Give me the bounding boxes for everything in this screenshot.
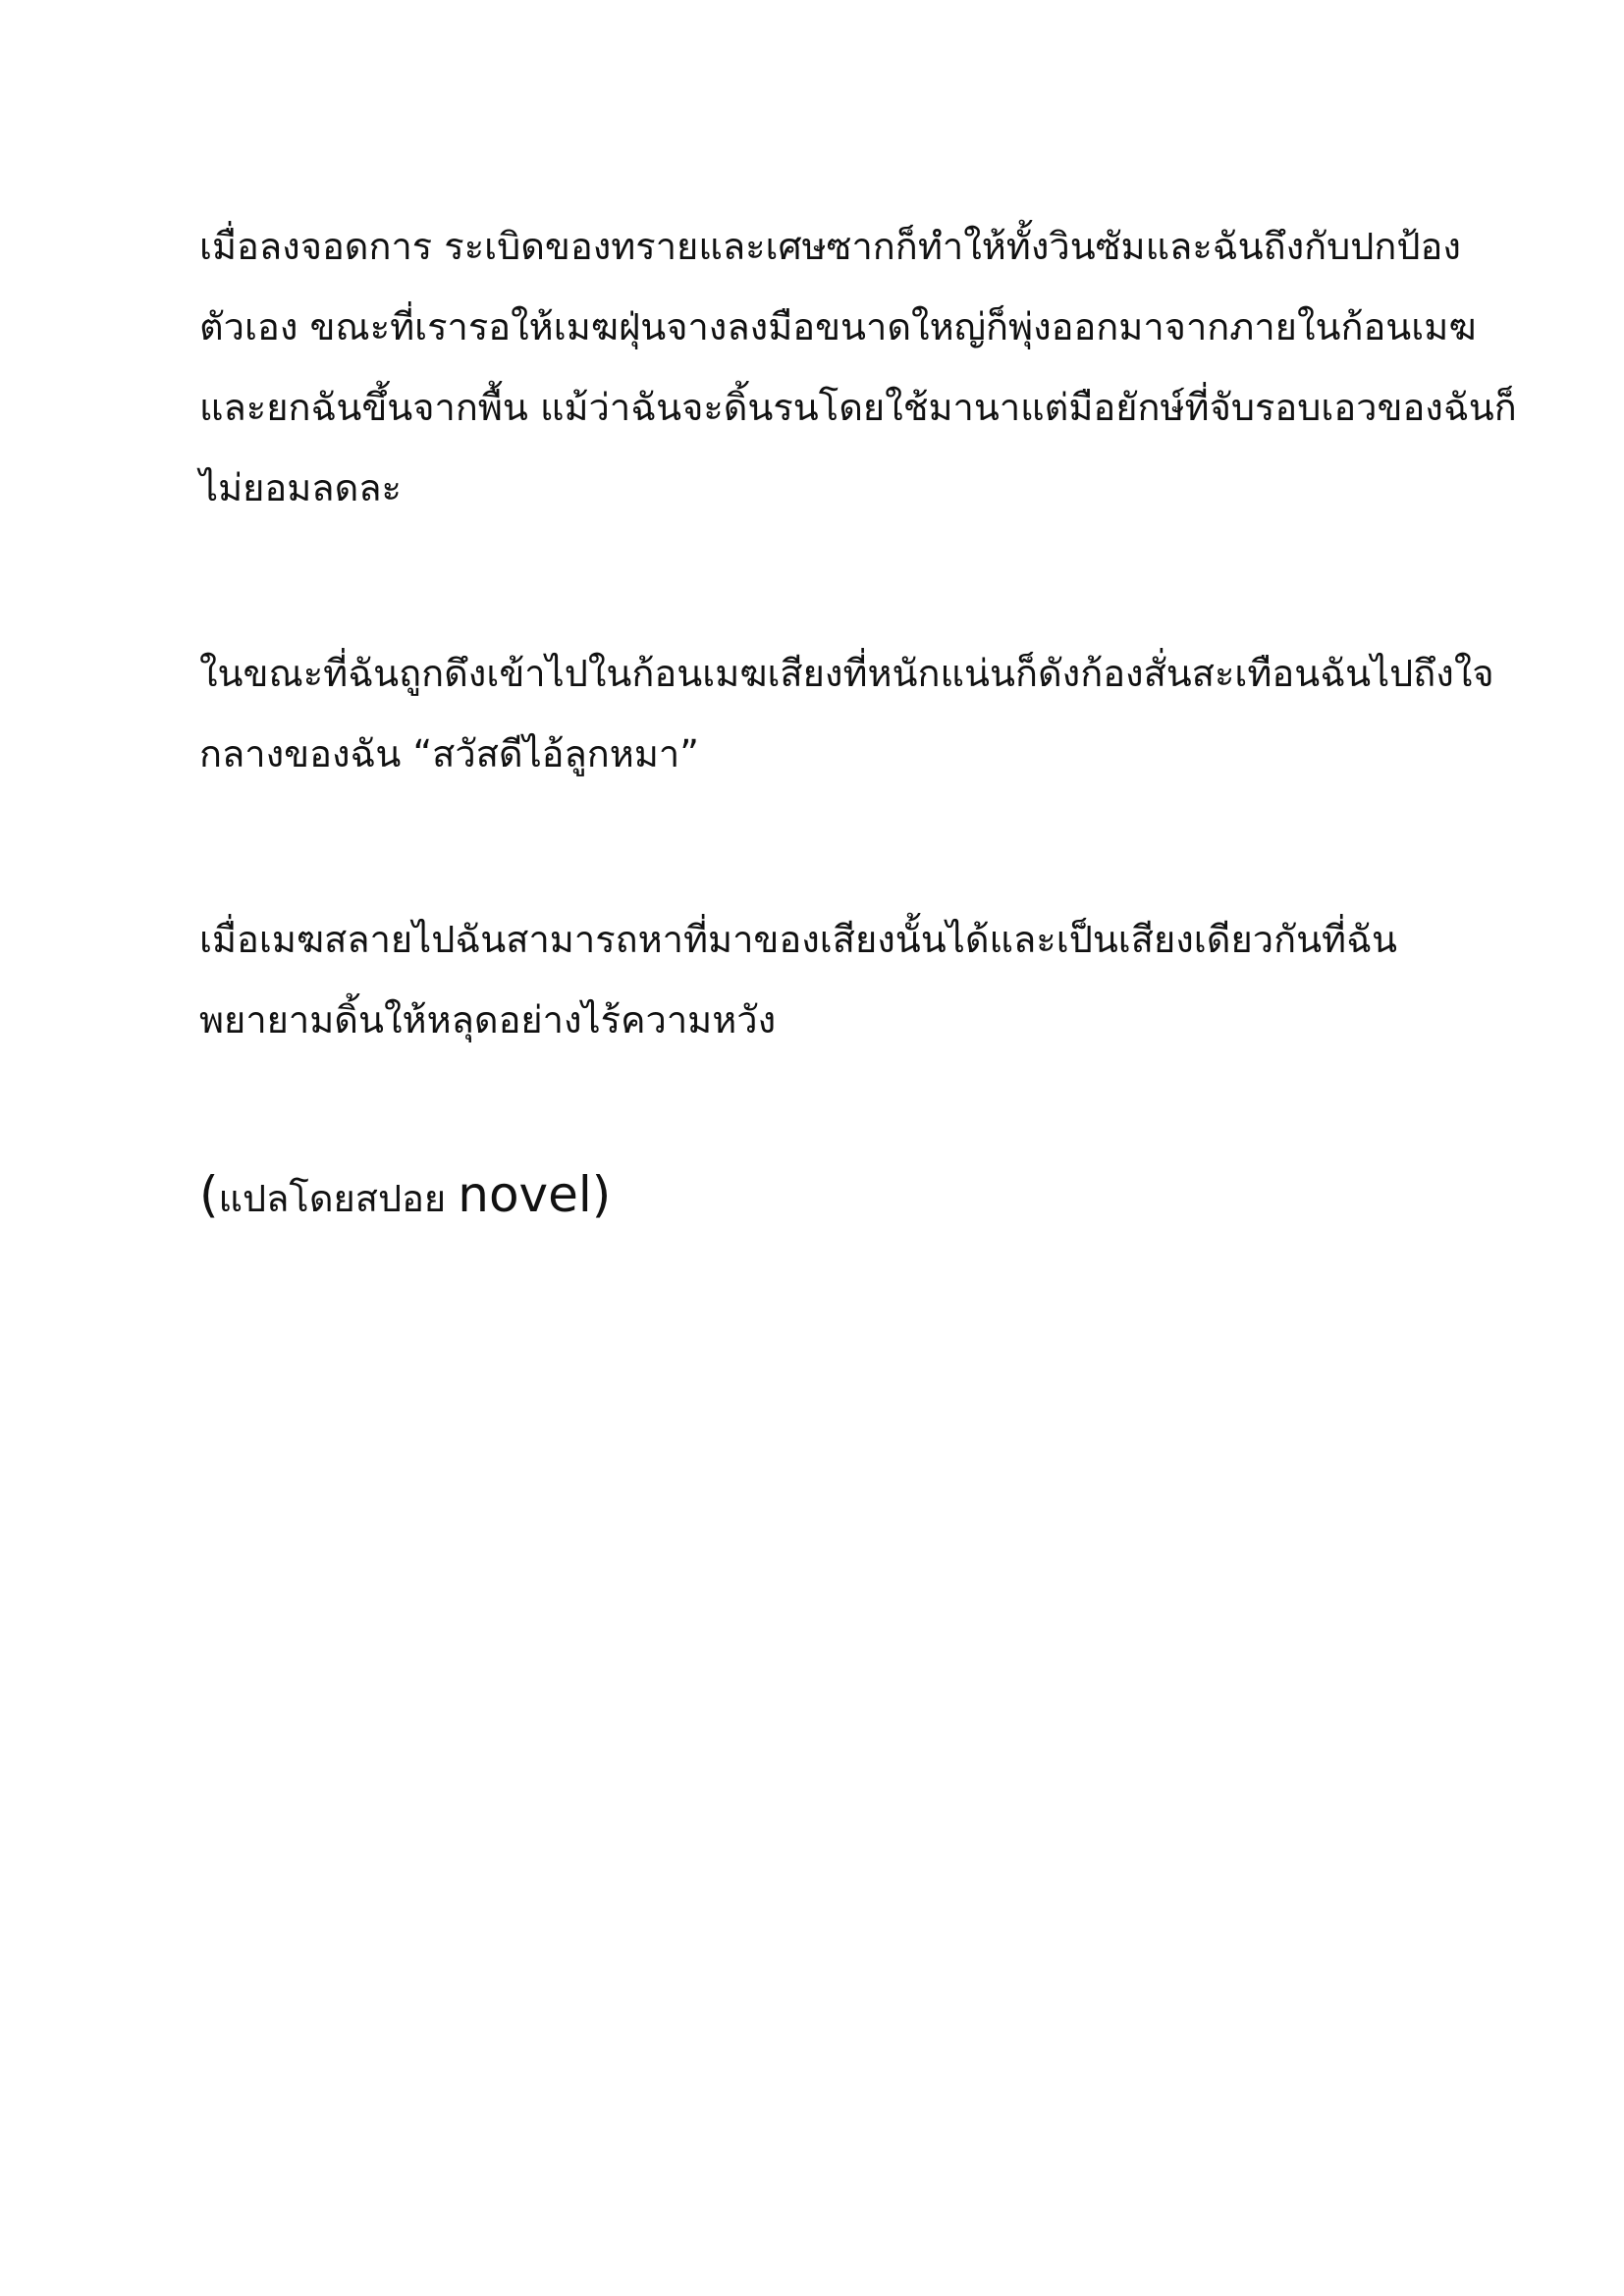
credit-thai-text: แปลโดยสปอย	[218, 1177, 459, 1220]
paragraph-3-line-1: เมื่อเมฆสลายไปฉันสามารถหาที่มาของเสียงนั้นได้และเป็นเสียงเดียวกันที่ฉัน	[199, 918, 1397, 961]
paragraph-1-line-3: และยกฉันขึ้นจากพื้น แม้ว่าฉันจะดิ้นรนโดยใช้มานาแต่มือยักษ์ที่จับรอบเอวของฉันก็	[199, 386, 1517, 429]
paragraph-2-line-1: ในขณะที่ฉันถูกดึงเข้าไปในก้อนเมฆเสียงที่หนักแน่นก็ดังก้องสั่นสะเทือนฉันไปถึงใจ	[199, 652, 1494, 695]
paragraph-3-line-2: พยายามดิ้นให้หลุดอย่างไร้ความหวัง	[199, 998, 777, 1041]
paragraph-1	[199, 206, 1517, 528]
paragraph-1-line-1: เมื่อลงจอดการ ระเบิดของทรายและเศษซากก็ทำให้ทั้งวินซัมและฉันถึงกับปกป้อง	[199, 225, 1461, 268]
paragraph-2-line-2: กลางของฉัน “สวัสดีไอ้ลูกหมา”	[199, 732, 699, 775]
paragraph-1-line-2: ตัวเอง ขณะที่เรารอให้เมฆฝุ่นจางลงมือขนาดใหญ่ก็พุ่งออกมาจากภายในก้อนเมฆ	[199, 305, 1477, 348]
document-body	[199, 206, 1517, 1247]
credit-open-paren: (	[199, 1166, 219, 1223]
translator-credit	[199, 1154, 1466, 1247]
credit-latin-text: novel)	[458, 1166, 612, 1223]
paragraph-2	[199, 633, 1494, 794]
paragraph-3	[199, 899, 1466, 1060]
paragraph-1-line-4: ไม่ยอมลดละ	[199, 466, 402, 509]
